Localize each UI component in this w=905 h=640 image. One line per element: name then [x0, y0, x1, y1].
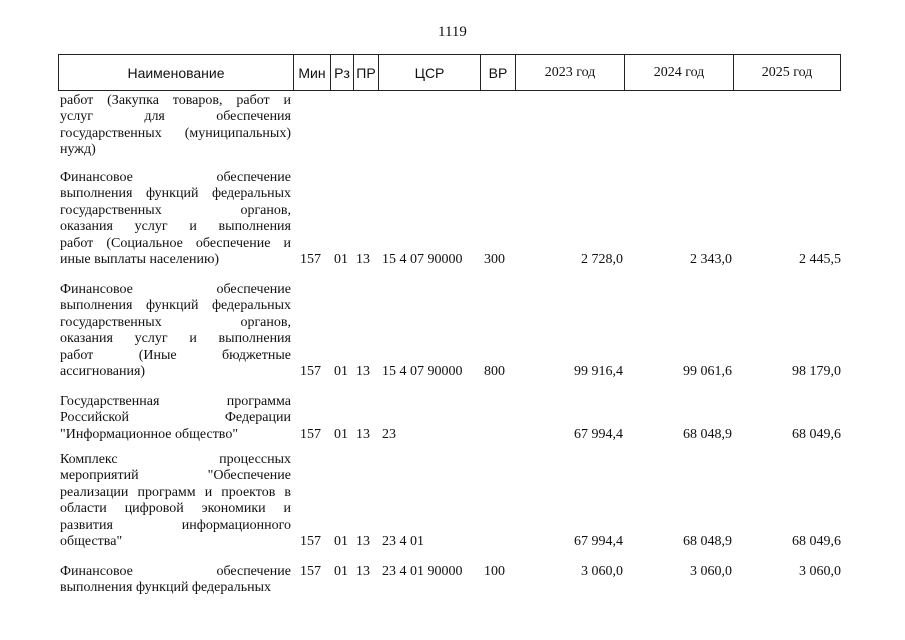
- row-name-line: развития информационного: [60, 517, 291, 533]
- row-name-line: области цифровой экономики и: [60, 501, 291, 517]
- header-name: Наименование: [58, 54, 294, 91]
- row-name: [60, 452, 291, 550]
- row-name-line: ассигнования): [60, 364, 146, 380]
- cell-y2025: 98 179,0: [792, 364, 841, 379]
- row-name-line: "Информационное общество": [60, 426, 239, 442]
- row-name-line: выполнения функций федеральных: [60, 186, 291, 202]
- cell-csr: 23 4 01 90000: [382, 564, 463, 579]
- cell-y2024: 3 060,0: [690, 564, 732, 579]
- cell-y2025: 2 445,5: [799, 252, 841, 267]
- row-name-line: реализации программ и проектов в: [60, 484, 291, 500]
- cell-min: 157: [300, 564, 321, 579]
- row-name: [60, 564, 291, 597]
- cell-y2024: 2 343,0: [690, 252, 732, 267]
- cell-y2025: 3 060,0: [799, 564, 841, 579]
- cell-pr: 13: [356, 426, 370, 442]
- cell-rz: 01: [334, 364, 348, 379]
- cell-y2023: 67 994,4: [574, 534, 623, 549]
- row-name-line: иные выплаты населению): [60, 252, 220, 268]
- cell-rz: 01: [334, 564, 348, 579]
- cell-y2023: 2 728,0: [581, 252, 623, 267]
- cell-pr: 13: [356, 364, 370, 379]
- cell-rz: 01: [334, 426, 348, 442]
- row-name: [60, 170, 291, 268]
- header-pr: ПР: [353, 54, 379, 91]
- row-name-line: Финансовое обеспечение: [60, 170, 291, 185]
- row-name-line: государственных (муниципальных): [60, 125, 291, 141]
- row-name-line: государственных органов,: [60, 202, 291, 218]
- header-2025: 2025 год: [733, 54, 841, 91]
- row-name-line: работ (Социальное обеспечение и: [60, 235, 291, 251]
- row-name-line: выполнения функций федеральных: [60, 580, 271, 596]
- cell-rz: 01: [334, 534, 348, 549]
- cell-vr: 100: [484, 564, 505, 579]
- row-name: [60, 93, 291, 159]
- cell-y2023: 67 994,4: [574, 426, 623, 442]
- row-name-line: Российской Федерации: [60, 410, 291, 426]
- row-name-line: Комплекс процессных: [60, 452, 291, 467]
- cell-vr: 800: [484, 364, 505, 379]
- cell-y2024: 68 048,9: [683, 426, 732, 442]
- row-name-line: общества": [60, 534, 123, 550]
- header-min: Мин: [293, 54, 331, 91]
- row-name-line: нужд): [60, 142, 96, 158]
- row-name-line: выполнения функций федеральных: [60, 298, 291, 314]
- header-vr: ВР: [480, 54, 516, 91]
- row-name-line: Государственная программа: [60, 394, 291, 409]
- cell-csr: 15 4 07 90000: [382, 252, 463, 267]
- row-name-line: работ (Закупка товаров, работ и: [60, 93, 291, 108]
- cell-min: 157: [300, 364, 321, 379]
- header-2024: 2024 год: [624, 54, 734, 91]
- row-name-line: работ (Иные бюджетные: [60, 347, 291, 363]
- cell-min: 157: [300, 252, 321, 267]
- table-header: [58, 54, 841, 91]
- row-name-line: Финансовое обеспечение: [60, 564, 291, 579]
- cell-y2024: 99 061,6: [683, 364, 732, 379]
- header-2023: 2023 год: [515, 54, 625, 91]
- cell-pr: 13: [356, 564, 370, 579]
- cell-y2025: 68 049,6: [792, 426, 841, 442]
- row-name-line: государственных органов,: [60, 314, 291, 330]
- row-name: [60, 282, 291, 380]
- header-rz: Рз: [330, 54, 354, 91]
- row-name-line: оказания услуг и выполнения: [60, 331, 291, 347]
- cell-vr: 300: [484, 252, 505, 267]
- header-csr: ЦСР: [378, 54, 481, 91]
- cell-rz: 01: [334, 252, 348, 267]
- row-name-line: мероприятий "Обеспечение: [60, 468, 291, 484]
- cell-y2023: 3 060,0: [581, 564, 623, 579]
- row-name: [60, 394, 291, 443]
- cell-csr: 15 4 07 90000: [382, 364, 463, 379]
- cell-min: 157: [300, 534, 321, 549]
- cell-csr: 23: [382, 426, 396, 442]
- cell-pr: 13: [356, 534, 370, 549]
- cell-y2023: 99 916,4: [574, 364, 623, 379]
- cell-y2024: 68 048,9: [683, 534, 732, 549]
- page-number: 1119: [438, 24, 467, 40]
- row-name-line: Финансовое обеспечение: [60, 282, 291, 297]
- row-name-line: услуг для обеспечения: [60, 109, 291, 125]
- cell-min: 157: [300, 426, 321, 442]
- cell-csr: 23 4 01: [382, 534, 424, 549]
- cell-y2025: 68 049,6: [792, 534, 841, 549]
- cell-pr: 13: [356, 252, 370, 267]
- row-name-line: оказания услуг и выполнения: [60, 219, 291, 235]
